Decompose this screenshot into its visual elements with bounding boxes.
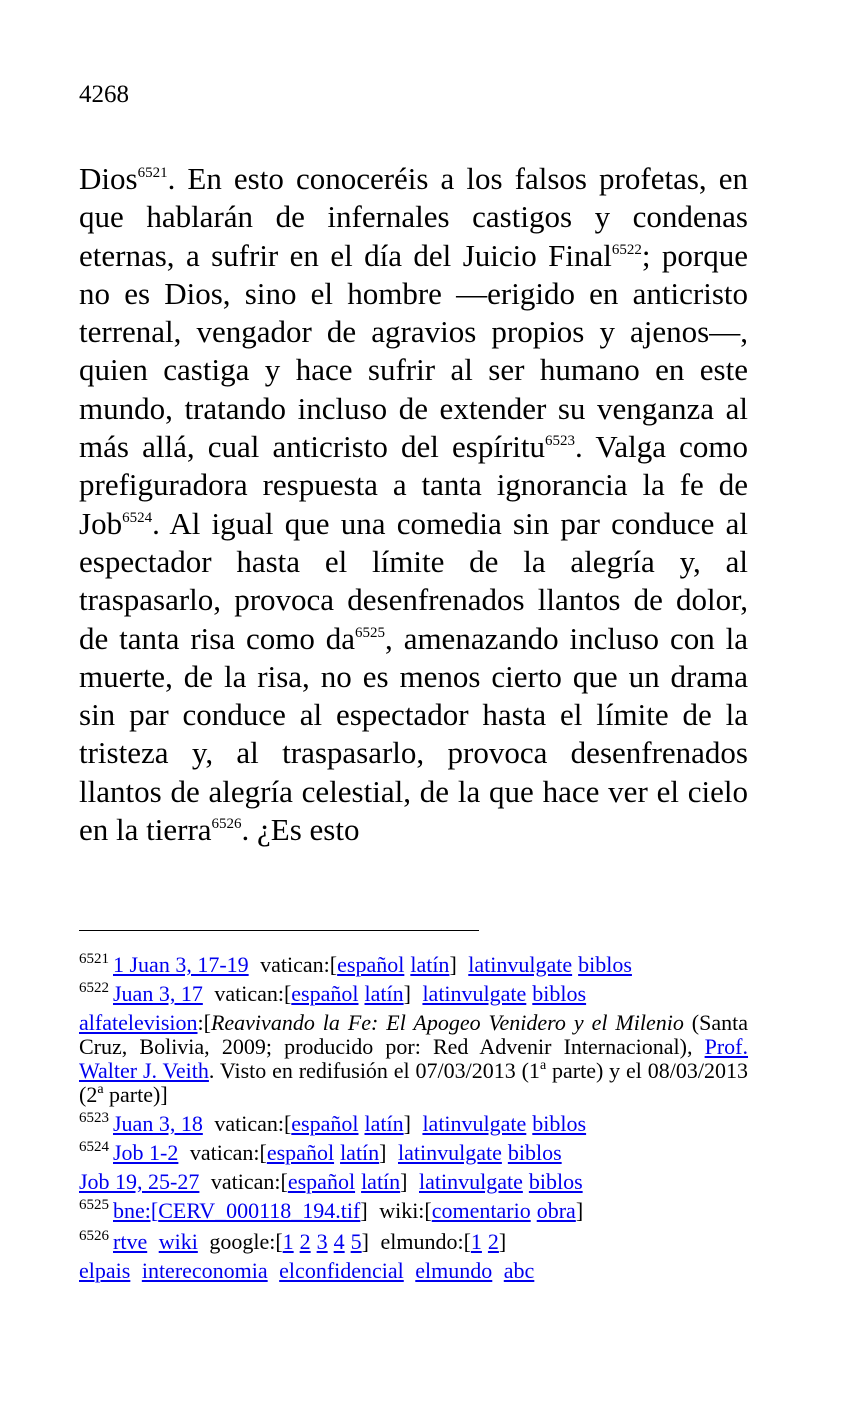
footnote-ref-6521[interactable]: 6521 — [137, 165, 168, 181]
footnotes-section — [79, 950, 748, 1285]
vatican-espanol-link[interactable]: español — [287, 1169, 356, 1194]
bracket-close: ] — [361, 1229, 369, 1254]
vatican-label: vatican:[ — [214, 981, 292, 1006]
google-link-2[interactable]: 2 — [299, 1229, 311, 1254]
latinvulgate-link[interactable]: latinvulgate — [398, 1140, 502, 1165]
ordinal-mark: a — [97, 1082, 104, 1097]
vatican-latin-link[interactable]: latín — [340, 1140, 380, 1165]
bracket-close: ] — [403, 981, 411, 1006]
footnote-number: 6521 — [79, 951, 109, 967]
vatican-latin-link[interactable]: latín — [361, 1169, 401, 1194]
footnote-6525 — [79, 1196, 748, 1225]
footnote-ref-6526[interactable]: 6526 — [211, 816, 242, 833]
footnote-number: 6526 — [79, 1228, 109, 1244]
ordinal-mark: a — [539, 1058, 547, 1073]
google-label: google:[ — [209, 1229, 283, 1254]
bracket-close: ] — [498, 1229, 507, 1254]
viewed-text: . Visto en redifusión el 07/03/2013 (1 — [208, 1058, 540, 1083]
abc-link[interactable]: abc — [503, 1258, 535, 1283]
footnote-6526 — [79, 1227, 748, 1256]
elmundo-label: elmundo:[ — [380, 1229, 471, 1254]
bracket-close: ] — [449, 952, 457, 977]
biblos-link[interactable]: biblos — [532, 981, 587, 1006]
footnote-6524 — [79, 1138, 748, 1167]
footnote-number: 6525 — [79, 1197, 109, 1213]
alfatelevision-link[interactable]: alfatelevision — [79, 1010, 198, 1035]
footnote-number: 6522 — [79, 980, 109, 996]
footnote-number: 6524 — [79, 1139, 109, 1155]
vatican-label: vatican:[ — [189, 1140, 267, 1165]
latinvulgate-link[interactable]: latinvulgate — [422, 981, 527, 1006]
elmundo-link-2[interactable]: 2 — [487, 1229, 499, 1254]
bracket-close: ] — [379, 1140, 387, 1165]
biblos-link[interactable]: biblos — [578, 952, 632, 977]
bible-ref-link[interactable]: Juan 3, 18 — [113, 1111, 203, 1136]
latinvulgate-link[interactable]: latinvulgate — [468, 952, 573, 977]
bible-ref-link[interactable]: 1 Juan 3, 17-19 — [113, 952, 249, 977]
program-details: (Santa Cruz, Bolivia, 2009; producido por: Red Advenir Internacional), — [79, 1010, 748, 1059]
biblos-link[interactable]: biblos — [528, 1169, 583, 1194]
elconfidencial-link[interactable]: elconfidencial — [279, 1258, 404, 1283]
footnote-ref-6525[interactable]: 6525 — [355, 624, 386, 641]
wiki-obra-link[interactable]: obra — [536, 1198, 576, 1223]
vatican-label: vatican:[ — [214, 1111, 292, 1136]
program-title: Reavivando la Fe: El Apogeo Venidero y el Milenio — [210, 1010, 684, 1035]
vatican-label: vatican:[ — [260, 952, 338, 977]
bible-ref-link[interactable]: Juan 3, 17 — [113, 981, 203, 1006]
intereconomia-link[interactable]: intereconomia — [141, 1258, 268, 1283]
vatican-espanol-link[interactable]: español — [337, 952, 405, 977]
biblos-link[interactable]: biblos — [507, 1140, 562, 1165]
google-link-1[interactable]: 1 — [282, 1229, 294, 1254]
bracket-close: ] — [403, 1111, 411, 1136]
bne-file-link[interactable]: CERV_000118_194.tif — [158, 1198, 361, 1223]
vatican-label: vatican:[ — [210, 1169, 288, 1194]
wiki-comentario-link[interactable]: comentario — [431, 1198, 531, 1223]
elpais-link[interactable]: elpais — [79, 1258, 131, 1283]
vatican-latin-link[interactable]: latín — [364, 981, 404, 1006]
page-number: 4268 — [79, 81, 129, 108]
bracket-open: :[ — [197, 1010, 211, 1035]
google-link-4[interactable]: 4 — [333, 1229, 345, 1254]
footnote-ref-6522[interactable]: 6522 — [611, 241, 642, 258]
bracket-close: ] — [575, 1198, 584, 1223]
biblos-link[interactable]: biblos — [532, 1111, 587, 1136]
vatican-latin-link[interactable]: latín — [410, 952, 450, 977]
bible-ref-link[interactable]: Job 1-2 — [113, 1140, 179, 1165]
elmundo-link[interactable]: elmundo — [415, 1258, 493, 1283]
part-text: parte)] — [103, 1082, 168, 1107]
bracket-close: ] — [400, 1169, 408, 1194]
elmundo-link-1[interactable]: 1 — [470, 1229, 482, 1254]
vatican-espanol-link[interactable]: español — [266, 1140, 335, 1165]
vatican-espanol-link[interactable]: español — [291, 981, 359, 1006]
footnote-6522 — [79, 979, 748, 1008]
vatican-espanol-link[interactable]: español — [291, 1111, 359, 1136]
google-link-3[interactable]: 3 — [316, 1229, 328, 1254]
footnote-6523 — [79, 1109, 748, 1138]
footnote-ref-6524[interactable]: 6524 — [122, 509, 153, 526]
latinvulgate-link[interactable]: latinvulgate — [422, 1111, 527, 1136]
google-link-5[interactable]: 5 — [350, 1229, 362, 1254]
wiki-label: wiki:[ — [379, 1198, 432, 1223]
part-text: parte) y el 08/03/2013 (2 — [79, 1058, 748, 1107]
bible-ref-link[interactable]: Job 19, 25-27 — [79, 1169, 200, 1194]
vatican-latin-link[interactable]: latín — [364, 1111, 404, 1136]
footnote-6522-alfatelevision — [79, 1011, 748, 1107]
author-link[interactable]: Prof. Walter J. Veith — [79, 1034, 748, 1083]
footnote-number: 6523 — [79, 1110, 109, 1126]
bracket-close: ] — [360, 1198, 368, 1223]
main-paragraph: Dios$^{6521}$. En esto conoceréis a los falsos profetas, en que hablarán de infernales castigos y condenas eternas, a sufrir en el día del Juicio Final$^{6522}$; porque no es Dios, sino el hombre —erigido en anticristo terrenal, vengador de agravios propios y ajenos—, quien castiga y hace sufrir al ser humano en este mundo, tratando incluso de extender su venganza al más allá, cual anticristo del espíritu$^{6523}$. Valga como prefiguradora respuesta a tanta ignorancia la fe de Job$^{6524}$. Al igual que una comedia sin par conduce al espectador hasta el límite de la alegría y, al traspasarlo, provoca desenfrenados llantos de dolor, de tanta risa como $da^{6525}$, amenazando incluso con la muerte, de la risa, no es menos cierto que un drama sin par conduce al espectador hasta el límite de la tristeza y, al traspasarlo, provoca desenfrenados llantos de alegría celestial, de la que hace ver el cielo en la tierra$^{6526}$. ¿Es esto — [79, 161, 748, 848]
rtve-link[interactable]: rtve — [113, 1229, 148, 1254]
wiki-link[interactable]: wiki — [158, 1229, 198, 1254]
latinvulgate-link[interactable]: latinvulgate — [419, 1169, 523, 1194]
footnote-ref-6523[interactable]: 6523 — [545, 433, 576, 450]
footnote-divider — [79, 930, 479, 931]
footnote-6526-second — [79, 1256, 748, 1285]
footnote-6524-second — [79, 1167, 748, 1196]
footnote-6521 — [79, 950, 748, 979]
bne-link[interactable]: bne:[ — [113, 1198, 159, 1223]
